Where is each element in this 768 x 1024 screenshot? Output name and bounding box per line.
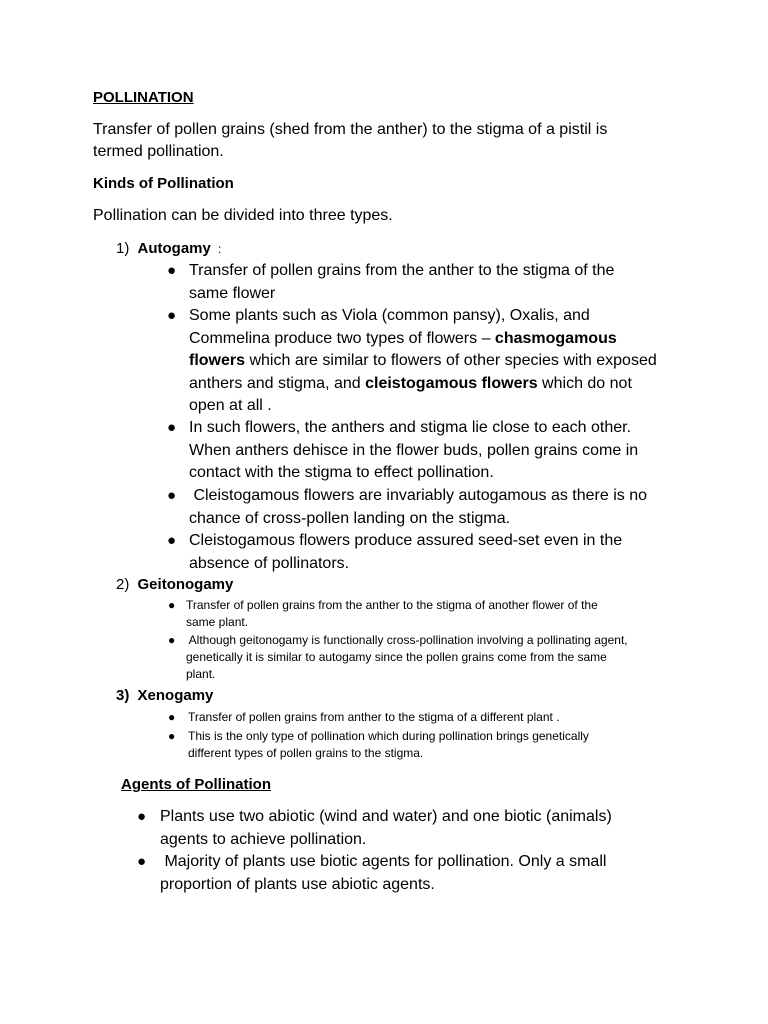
xenogamy-heading [116, 687, 213, 704]
line: Transfer of pollen grains from the anther to the stigma of the [189, 262, 615, 279]
line: genetically it is similar to autogamy since the pollen grains come from the same [186, 650, 607, 664]
bullet-icon: ● [167, 487, 177, 504]
bullet-icon: ● [167, 262, 177, 279]
text: which do not [537, 374, 632, 392]
line: Cleistogamous flowers are invariably autogamous as there is no [189, 487, 648, 504]
kinds-heading: Kinds of Pollination [93, 175, 234, 192]
term-chasmogamous: chasmogamous [494, 329, 617, 347]
autogamy-colon: : [218, 242, 222, 256]
autogamy-number: 1) [116, 240, 130, 257]
bullet-icon: ● [167, 307, 177, 324]
bullet-icon: ● [168, 729, 176, 743]
bullet-icon: ● [167, 419, 177, 436]
line: same flower [189, 284, 276, 302]
line: Plants use two abiotic (wind and water) and one biotic (animals) [160, 808, 612, 825]
line: proportion of plants use abiotic agents. [160, 875, 435, 893]
line: chance of cross-pollen landing on the stigma. [189, 509, 511, 527]
term-flowers: flowers [189, 352, 246, 369]
autogamy-bullet-2 [189, 305, 657, 418]
autogamy-heading [116, 240, 221, 257]
line: Some plants such as Viola (common pansy), Oxalis, and [189, 307, 590, 324]
line: Although geitonogamy is functionally cross-pollination involving a pollinating agent, [186, 633, 628, 647]
line: Transfer of pollen grains from anther to the stigma of a different plant . [188, 710, 560, 724]
autogamy-bullet-3 [189, 417, 638, 485]
bullet-icon: ● [168, 633, 176, 647]
bullet-icon: ● [168, 598, 176, 612]
xenogamy-bullet-2 [188, 728, 589, 762]
intro-line-2: termed pollination. [93, 143, 224, 160]
xenogamy-number: 3) [116, 687, 130, 704]
line [189, 373, 657, 396]
bullet-icon: ● [167, 532, 177, 549]
autogamy-title: Autogamy [137, 240, 211, 257]
agents-bullet-1 [160, 806, 612, 851]
line: open at all . [189, 397, 272, 414]
line: In such flowers, the anthers and stigma lie close to each other. [189, 419, 632, 436]
autogamy-bullet-4 [189, 485, 647, 530]
bullet-icon: ● [168, 710, 176, 724]
agents-bullet-2 [160, 851, 606, 896]
line [189, 350, 657, 373]
line: plant. [186, 667, 216, 681]
line: contact with the stigma to effect pollination. [189, 464, 494, 481]
line [189, 328, 657, 351]
bullet-icon: ● [137, 853, 147, 870]
line: Majority of plants use biotic agents for pollination. Only a small [160, 853, 607, 870]
line: same plant. [186, 615, 249, 629]
line: This is the only type of pollination which during pollination brings genetically [188, 729, 589, 743]
line: When anthers dehisce in the flower buds, pollen grains come in [189, 441, 639, 459]
kinds-intro: Pollination can be divided into three types. [93, 207, 393, 224]
xenogamy-bullet-1 [188, 709, 560, 726]
text: which are similar to flowers of other species with exposed [245, 352, 657, 369]
text: anthers and stigma, and [189, 374, 366, 392]
line: Transfer of pollen grains from the anther to the stigma of another flower of the [186, 598, 598, 612]
term-cleistogamous-flowers: cleistogamous flowers [365, 374, 538, 392]
agents-heading: Agents of Pollination [121, 776, 271, 793]
page-title: POLLINATION [93, 89, 194, 106]
line: absence of pollinators. [189, 554, 350, 572]
intro-line-1: Transfer of pollen grains (shed from the anther) to the stigma of a pistil is [93, 121, 608, 138]
text: Commelina produce two types of flowers – [189, 329, 495, 347]
geitonogamy-heading [116, 576, 233, 593]
bullet-icon: ● [137, 808, 147, 825]
xenogamy-title: Xenogamy [137, 687, 214, 704]
line: Cleistogamous flowers produce assured seed-set even in the [189, 532, 623, 549]
geitonogamy-number: 2) [116, 576, 130, 593]
line: different types of pollen grains to the stigma. [188, 746, 424, 760]
autogamy-bullet-1 [189, 260, 614, 305]
geitonogamy-bullet-2 [186, 632, 628, 683]
geitonogamy-bullet-1 [186, 597, 598, 631]
line: agents to achieve pollination. [160, 830, 367, 848]
geitonogamy-title: Geitonogamy [137, 576, 234, 593]
autogamy-bullet-5 [189, 530, 622, 575]
